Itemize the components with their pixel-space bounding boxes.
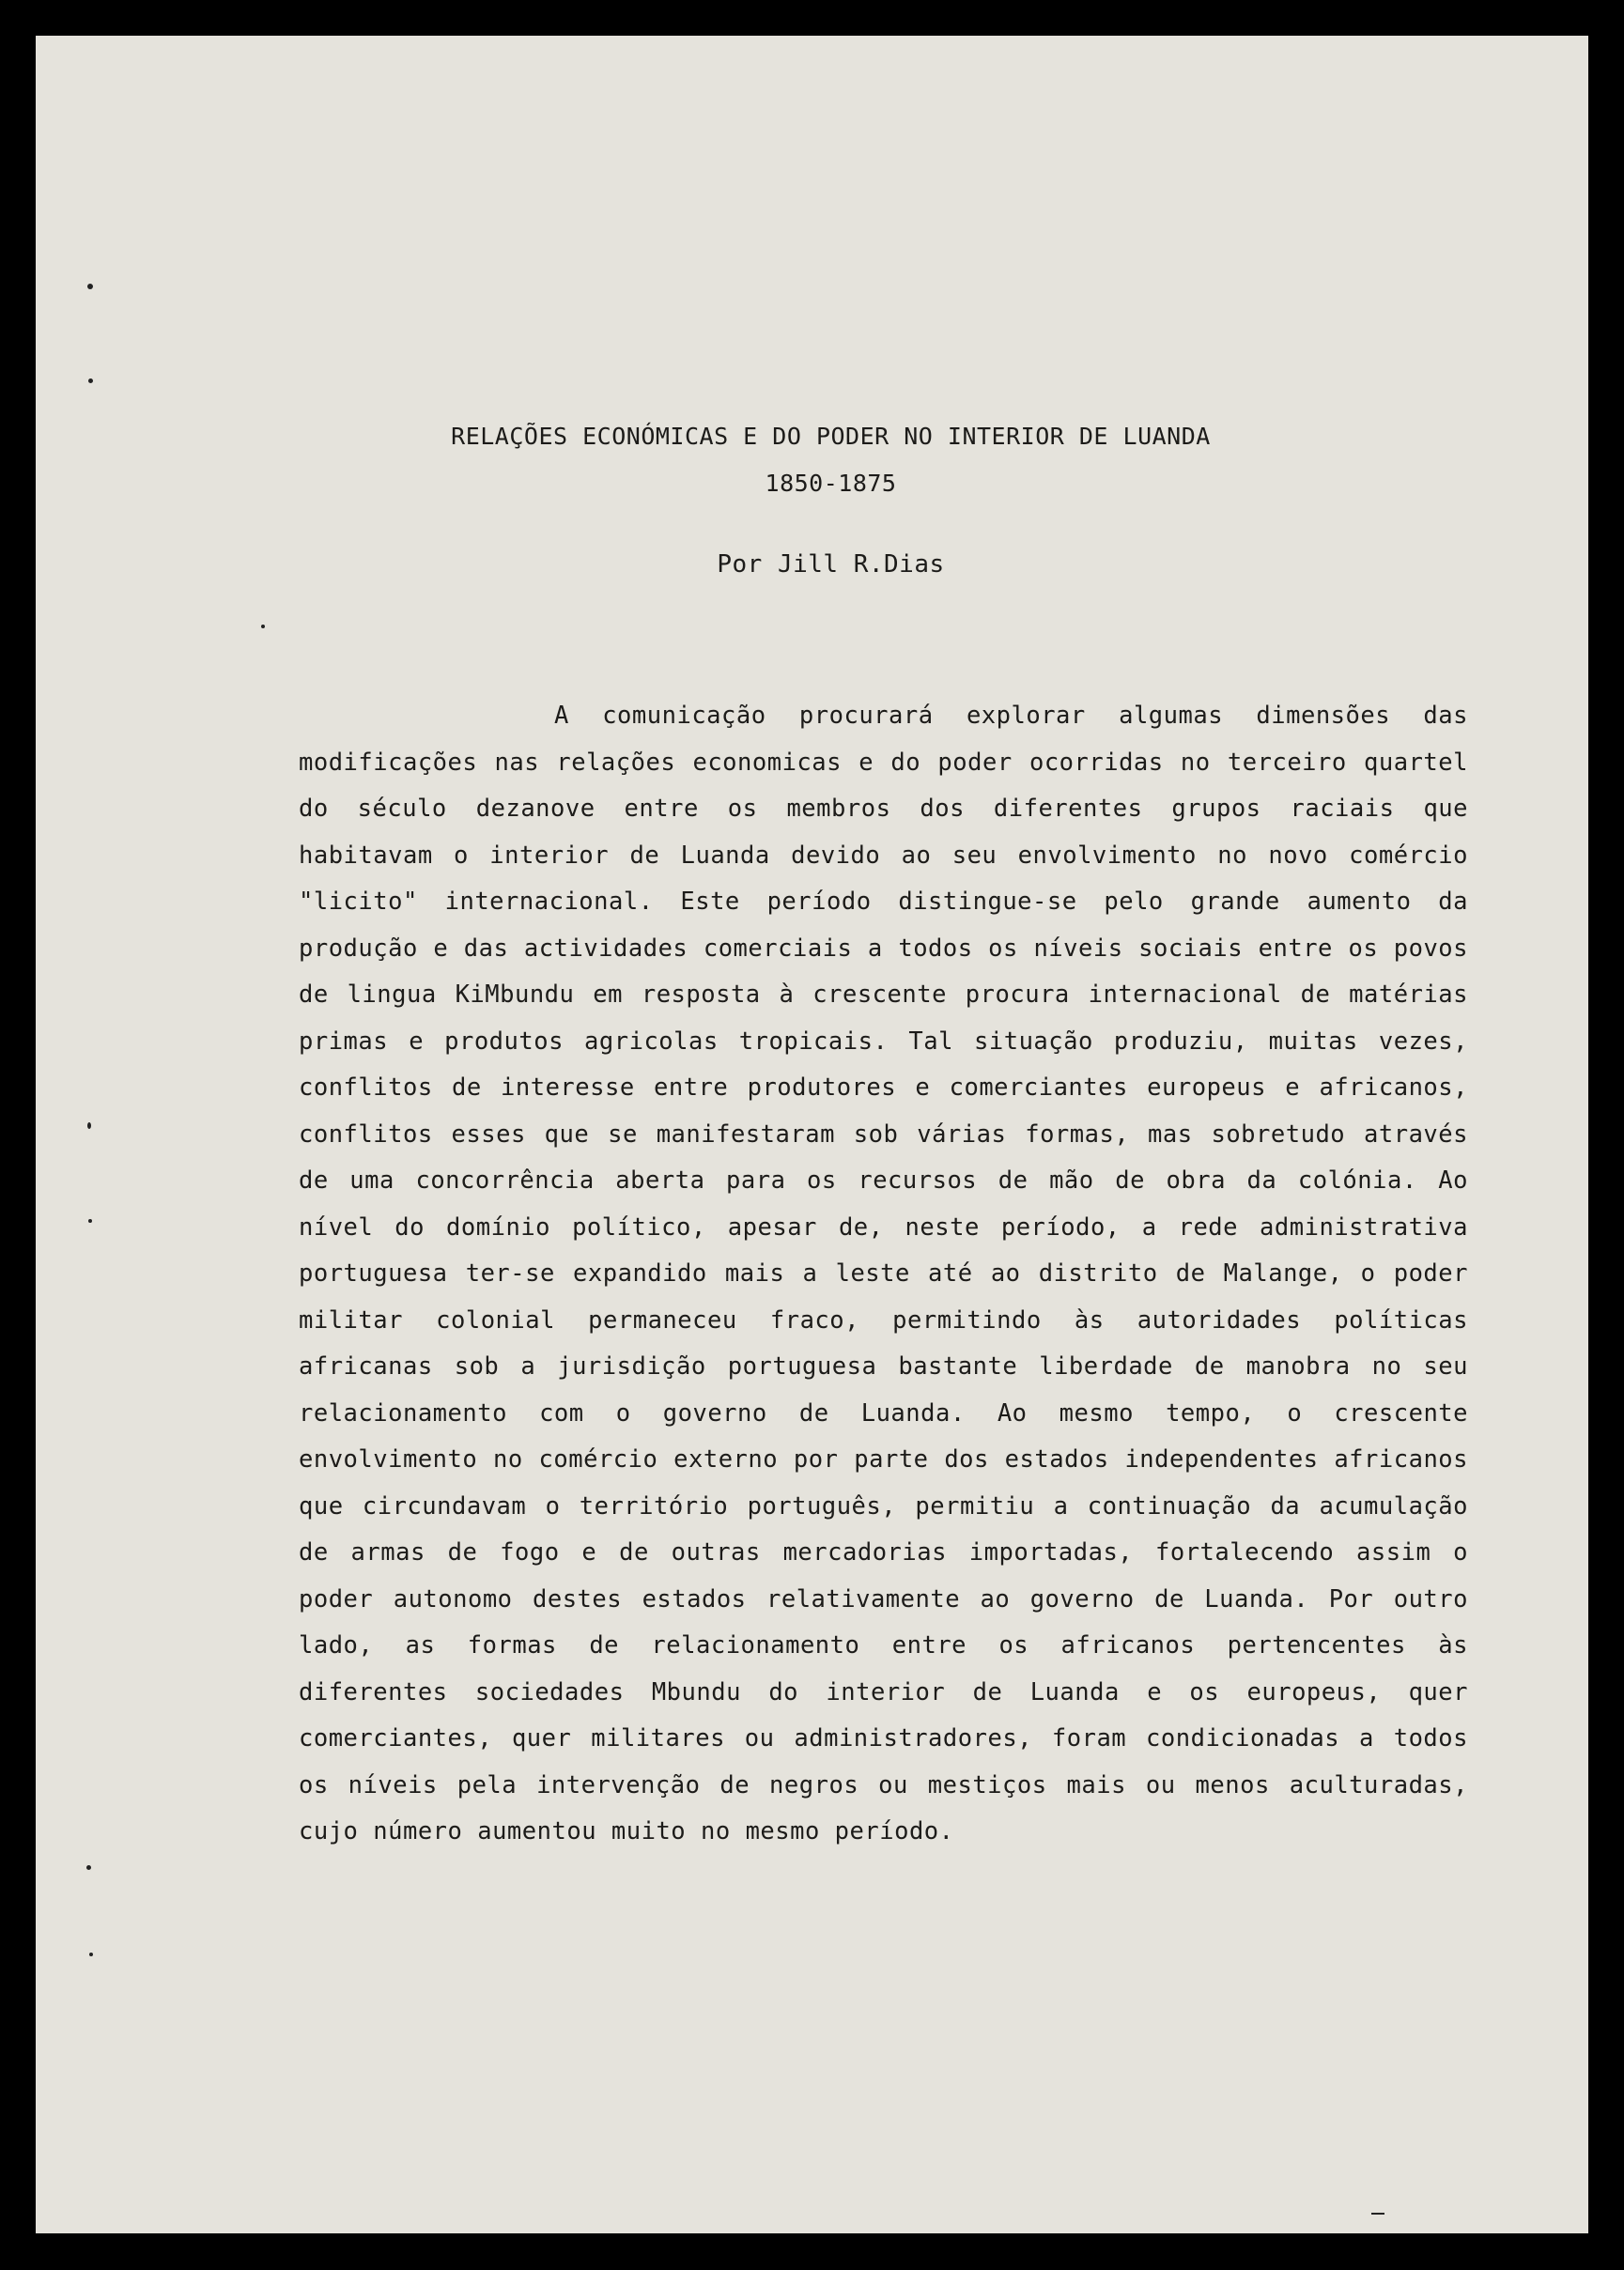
title-line-1: RELAÇÕES ECONÓMICAS E DO PODER NO INTERIOR DE LUANDA xyxy=(451,423,1211,450)
scan-speck xyxy=(1371,2213,1384,2215)
scan-speck xyxy=(86,1865,91,1870)
scan-speck xyxy=(88,378,93,383)
scan-speck xyxy=(261,625,265,628)
body-paragraph: A comunicação procurará explorar algumas dimensões das modificações nas relações economicas e do poder ocorridas no terceiro quartel do século dezanove entre os membros dos diferentes grupos raciais que habitavam o interior de Luanda devido ao seu envolvimento no novo comércio "licito" internacional. Este período distingue-se pelo grande aumento da produção e das actividades comerciais a todos os níveis sociais entre os povos de lingua KiMbundu em resposta à crescente procura internacional de matérias primas e produtos agricolas tropicais. Tal situação produziu, muitas vezes, conflitos de interesse entre produtores e comerciantes europeus e africanos, conflitos esses que se manifestaram sob várias formas, mas sobretudo através de uma concorrência aberta para os recursos de mão de obra da colónia. Ao nível do domínio político, apesar de, neste período, a rede administrativa portuguesa ter-se expandido mais a leste até ao distrito de Malange, o poder militar colonial permaneceu fraco, permitindo às autoridades políticas africanas sob a jurisdição portuguesa bastante liberdade de manobra no seu relacionamento com o governo de Luanda. Ao mesmo tempo, o crescente envolvimento no comércio externo por parte dos estados independentes africanos que circundavam o território português, permitiu a continuação da acumulação de armas de fogo e de outras mercadorias importadas, fortalecendo assim o poder autonomo destes estados relativamente ao governo de Luanda. Por outro lado, as formas de relacionamento entre os africanos pertencentes às diferentes sociedades Mbundu do interior de Luanda e os europeus, quer comerciantes, quer militares ou administradores, foram condicionadas a todos os níveis pela intervenção de negros ou mestiços mais ou menos aculturadas, cujo número aumentou muito no mesmo período. xyxy=(299,702,1468,1845)
scan-speck xyxy=(87,1122,91,1129)
scan-speck xyxy=(87,284,93,289)
document-title xyxy=(36,413,1588,507)
author-line: Por Jill R.Dias xyxy=(717,550,945,579)
scan-speck xyxy=(88,1219,92,1223)
scan-speck xyxy=(89,1953,93,1956)
document-page xyxy=(36,36,1588,2233)
title-line-2: 1850-1875 xyxy=(765,470,897,497)
